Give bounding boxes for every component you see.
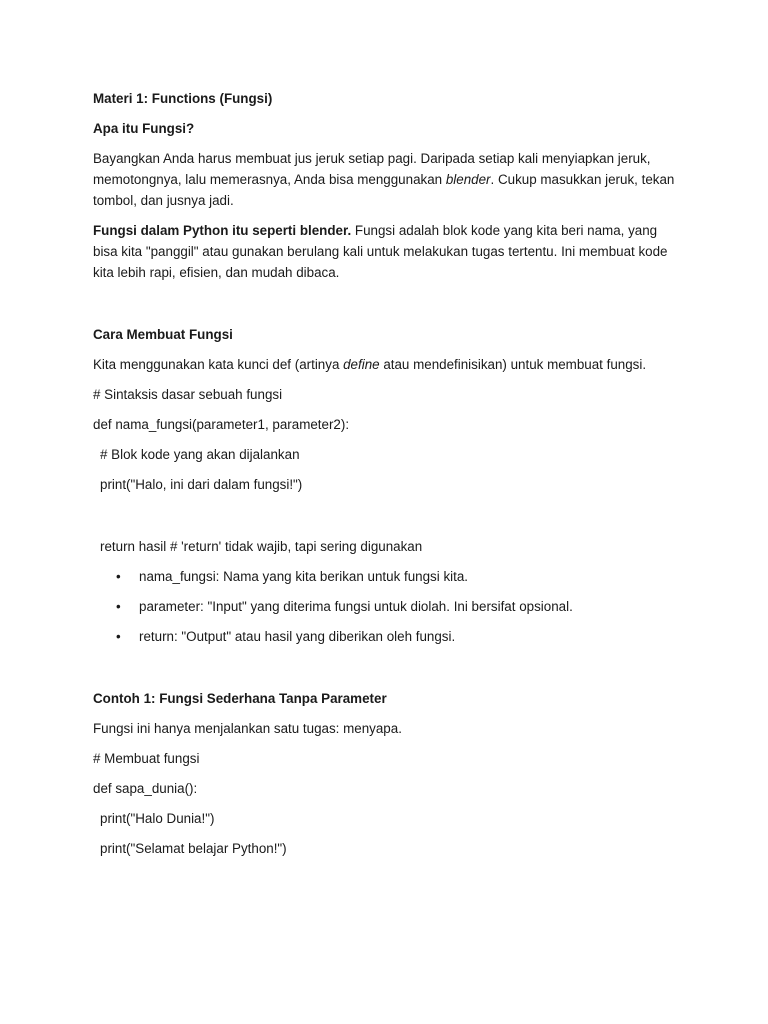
intro-paragraph bbox=[93, 148, 683, 211]
analogy-paragraph bbox=[93, 220, 683, 283]
def-emphasis-define: define bbox=[343, 357, 380, 372]
intro-text-1: Bayangkan Anda harus membuat jus jeruk setiap pagi. Daripada setiap kali menyiapkan jeruk, memotongnya, lalu memerasnya, Anda bisa menggunakan bbox=[93, 151, 651, 187]
parameter-bullet-list bbox=[93, 566, 683, 647]
code1-return-line: return hasil # 'return' tidak wajib, tapi sering digunakan bbox=[100, 539, 423, 554]
bullet-icon: • bbox=[116, 599, 121, 614]
def-text-2: atau mendefinisikan) untuk membuat fungsi. bbox=[379, 357, 647, 372]
example-description: Fungsi ini hanya menjalankan satu tugas: menyapa. bbox=[93, 721, 402, 736]
list-item-text: nama_fungsi: Nama yang kita berikan untuk fungsi kita. bbox=[139, 569, 468, 584]
code1-print-line: print("Halo, ini dari dalam fungsi!") bbox=[100, 477, 303, 492]
def-explanation-paragraph bbox=[93, 354, 683, 375]
code1-body-comment: # Blok kode yang akan dijalankan bbox=[100, 447, 300, 462]
spacer bbox=[93, 292, 683, 324]
code2-comment: # Membuat fungsi bbox=[93, 751, 200, 766]
document-title: Materi 1: Functions (Fungsi) bbox=[93, 91, 273, 106]
section-heading-what-is-function: Apa itu Fungsi? bbox=[93, 121, 195, 136]
code1-comment: # Sintaksis dasar sebuah fungsi bbox=[93, 387, 283, 402]
analogy-text: Fungsi adalah blok kode yang kita beri nama, yang bisa kita "panggil" atau gunakan berulang kali untuk melakukan tugas tertentu. Ini membuat kode kita lebih rapi, efisien, dan mudah dibaca. bbox=[93, 223, 668, 280]
code2-print-line-2: print("Selamat belajar Python!") bbox=[100, 841, 287, 856]
bullet-icon: • bbox=[116, 569, 121, 584]
code2-def-line: def sapa_dunia(): bbox=[93, 781, 198, 796]
section-heading-example-1: Contoh 1: Fungsi Sederhana Tanpa Parameter bbox=[93, 691, 387, 706]
list-item bbox=[93, 596, 683, 617]
spacer bbox=[93, 656, 683, 688]
code1-def-line: def nama_fungsi(parameter1, parameter2): bbox=[93, 417, 350, 432]
list-item bbox=[93, 566, 683, 587]
intro-text-2: . Cukup masukkan jeruk, tekan tombol, dan jusnya jadi. bbox=[93, 172, 675, 208]
code2-print-line-1: print("Halo Dunia!") bbox=[100, 811, 215, 826]
list-item-text: parameter: "Input" yang diterima fungsi untuk diolah. Ini bersifat opsional. bbox=[139, 599, 573, 614]
list-item bbox=[93, 626, 683, 647]
def-text-1: Kita menggunakan kata kunci def (artinya bbox=[93, 357, 344, 372]
bullet-icon: • bbox=[116, 629, 121, 644]
intro-emphasis-blender: blender bbox=[445, 172, 491, 187]
list-item-text: return: "Output" atau hasil yang diberikan oleh fungsi. bbox=[139, 629, 456, 644]
spacer bbox=[93, 504, 683, 536]
analogy-bold-lead: Fungsi dalam Python itu seperti blender. bbox=[93, 223, 352, 238]
section-heading-how-to-create: Cara Membuat Fungsi bbox=[93, 327, 233, 342]
document-page bbox=[93, 88, 683, 868]
